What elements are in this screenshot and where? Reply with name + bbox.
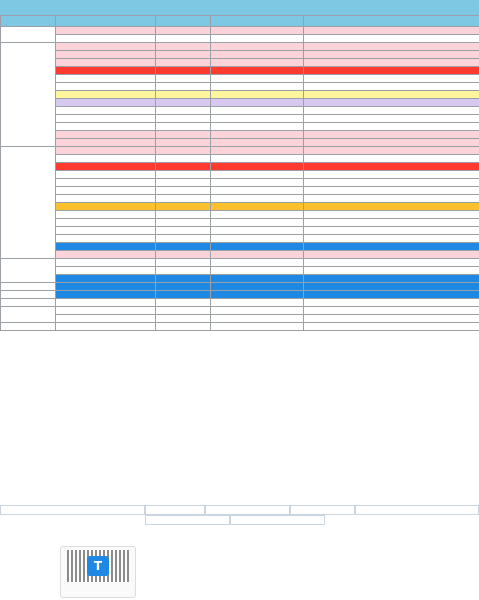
time-cell (211, 43, 304, 51)
time-cell (211, 259, 304, 267)
mode-cell (156, 315, 211, 323)
time-cell (211, 227, 304, 235)
mode-cell (156, 227, 211, 235)
mode-cell (156, 107, 211, 115)
table-row (1, 243, 479, 251)
legend-item-3 (145, 505, 205, 515)
mode-cell (156, 299, 211, 307)
note-cell (304, 299, 479, 307)
table-row (1, 315, 479, 323)
header-row (1, 16, 479, 27)
note-cell (304, 203, 479, 211)
note-cell (304, 315, 479, 323)
frequency-cell (56, 147, 156, 155)
time-cell (211, 91, 304, 99)
table-row (1, 323, 479, 331)
legend-item-7 (145, 515, 230, 525)
mode-cell (156, 219, 211, 227)
header-cell (1, 16, 56, 27)
mode-cell (156, 27, 211, 35)
frequency-table (0, 15, 479, 331)
note-cell (304, 171, 479, 179)
table-row (1, 179, 479, 187)
mode-cell (156, 267, 211, 275)
note-cell (304, 195, 479, 203)
mode-cell (156, 147, 211, 155)
time-cell (211, 187, 304, 195)
table-row (1, 251, 479, 259)
mode-cell (156, 139, 211, 147)
note-cell (304, 99, 479, 107)
time-cell (211, 155, 304, 163)
time-cell (211, 315, 304, 323)
table-row (1, 115, 479, 123)
mode-cell (156, 195, 211, 203)
note-cell (304, 51, 479, 59)
mode-cell (156, 235, 211, 243)
table-row (1, 283, 479, 291)
mode-cell (156, 179, 211, 187)
note-cell (304, 187, 479, 195)
table-row (1, 51, 479, 59)
table-row (1, 291, 479, 299)
frequency-cell (56, 35, 156, 43)
note-cell (304, 275, 479, 283)
table-row (1, 267, 479, 275)
frequency-cell (56, 131, 156, 139)
table-row (1, 27, 479, 35)
frequency-cell (56, 315, 156, 323)
header-cell (56, 16, 156, 27)
mode-cell (156, 155, 211, 163)
mode-cell (156, 131, 211, 139)
frequency-cell (56, 155, 156, 163)
time-cell (211, 323, 304, 331)
time-cell (211, 107, 304, 115)
time-cell (211, 163, 304, 171)
note-cell (304, 107, 479, 115)
table-row (1, 275, 479, 283)
time-cell (211, 299, 304, 307)
note-cell (304, 35, 479, 43)
frequency-cell (56, 291, 156, 299)
frequency-cell (56, 187, 156, 195)
note-cell (304, 307, 479, 315)
note-cell (304, 43, 479, 51)
table-row (1, 59, 479, 67)
mode-cell (156, 67, 211, 75)
band-label (1, 43, 56, 147)
mode-cell (156, 163, 211, 171)
mode-cell (156, 171, 211, 179)
note-cell (304, 179, 479, 187)
band-label (1, 283, 56, 291)
table-row (1, 99, 479, 107)
time-cell (211, 35, 304, 43)
table-row (1, 147, 479, 155)
table-row (1, 155, 479, 163)
time-cell (211, 275, 304, 283)
note-cell (304, 283, 479, 291)
frequency-cell (56, 163, 156, 171)
frequency-cell (56, 267, 156, 275)
time-cell (211, 75, 304, 83)
band-label (1, 307, 56, 323)
note-cell (304, 243, 479, 251)
mode-cell (156, 283, 211, 291)
table-row (1, 195, 479, 203)
time-cell (211, 67, 304, 75)
table-row (1, 219, 479, 227)
tencent-docs-icon: T (87, 556, 109, 576)
frequency-cell (56, 251, 156, 259)
mode-cell (156, 211, 211, 219)
frequency-cell (56, 115, 156, 123)
table-row (1, 83, 479, 91)
time-cell (211, 267, 304, 275)
note-cell (304, 235, 479, 243)
mode-cell (156, 35, 211, 43)
legend-item-1 (0, 505, 145, 515)
page-title (0, 0, 479, 15)
qr-card[interactable] (60, 546, 136, 598)
note-cell (304, 67, 479, 75)
time-cell (211, 123, 304, 131)
time-cell (211, 283, 304, 291)
time-cell (211, 203, 304, 211)
frequency-cell (56, 275, 156, 283)
frequency-cell (56, 211, 156, 219)
legend-item-8 (230, 515, 325, 525)
mode-cell (156, 323, 211, 331)
note-cell (304, 267, 479, 275)
time-cell (211, 171, 304, 179)
note-cell (304, 155, 479, 163)
time-cell (211, 235, 304, 243)
time-cell (211, 195, 304, 203)
table-row (1, 227, 479, 235)
header-cell (211, 16, 304, 27)
frequency-cell (56, 259, 156, 267)
note-cell (304, 91, 479, 99)
time-cell (211, 251, 304, 259)
note-cell (304, 219, 479, 227)
time-cell (211, 99, 304, 107)
legend-item-4 (205, 505, 290, 515)
note-cell (304, 251, 479, 259)
note-cell (304, 115, 479, 123)
frequency-cell (56, 107, 156, 115)
note-cell (304, 323, 479, 331)
mode-cell (156, 83, 211, 91)
mode-cell (156, 99, 211, 107)
note-cell (304, 291, 479, 299)
frequency-cell (56, 91, 156, 99)
table-row (1, 235, 479, 243)
frequency-cell (56, 227, 156, 235)
mode-cell (156, 123, 211, 131)
table-row (1, 299, 479, 307)
band-label (1, 323, 56, 331)
note-cell (304, 75, 479, 83)
frequency-cell (56, 51, 156, 59)
table-row (1, 43, 479, 51)
time-cell (211, 131, 304, 139)
mode-cell (156, 43, 211, 51)
frequency-cell (56, 43, 156, 51)
time-cell (211, 147, 304, 155)
table-row (1, 123, 479, 131)
table-row (1, 171, 479, 179)
frequency-cell (56, 323, 156, 331)
time-cell (211, 59, 304, 67)
table-row (1, 307, 479, 315)
time-cell (211, 115, 304, 123)
band-label (1, 27, 56, 43)
table-row (1, 91, 479, 99)
band-label (1, 299, 56, 307)
frequency-cell (56, 75, 156, 83)
note-cell (304, 27, 479, 35)
time-cell (211, 139, 304, 147)
time-cell (211, 243, 304, 251)
frequency-cell (56, 27, 156, 35)
mode-cell (156, 59, 211, 67)
table-row (1, 187, 479, 195)
frequency-cell (56, 219, 156, 227)
time-cell (211, 291, 304, 299)
mode-cell (156, 259, 211, 267)
frequency-cell (56, 283, 156, 291)
frequency-cell (56, 299, 156, 307)
table-row (1, 131, 479, 139)
table-row (1, 259, 479, 267)
table-row (1, 67, 479, 75)
table-row (1, 211, 479, 219)
frequency-cell (56, 59, 156, 67)
note-cell (304, 211, 479, 219)
table-row (1, 35, 479, 43)
frequency-cell (56, 307, 156, 315)
frequency-cell (56, 235, 156, 243)
frequency-cell (56, 171, 156, 179)
time-cell (211, 211, 304, 219)
time-cell (211, 27, 304, 35)
band-label (1, 147, 56, 259)
note-cell (304, 59, 479, 67)
mode-cell (156, 203, 211, 211)
mode-cell (156, 291, 211, 299)
note-cell (304, 83, 479, 91)
mode-cell (156, 251, 211, 259)
table-row (1, 163, 479, 171)
legend-item-5 (290, 505, 355, 515)
note-cell (304, 147, 479, 155)
frequency-cell (56, 243, 156, 251)
table-row (1, 139, 479, 147)
mode-cell (156, 307, 211, 315)
note-cell (304, 131, 479, 139)
mode-cell (156, 91, 211, 99)
mode-cell (156, 115, 211, 123)
mode-cell (156, 275, 211, 283)
note-cell (304, 123, 479, 131)
time-cell (211, 83, 304, 91)
note-cell (304, 259, 479, 267)
band-label (1, 259, 56, 283)
time-cell (211, 179, 304, 187)
frequency-cell (56, 99, 156, 107)
time-cell (211, 307, 304, 315)
frequency-cell (56, 179, 156, 187)
mode-cell (156, 187, 211, 195)
note-cell (304, 163, 479, 171)
band-label (1, 291, 56, 299)
mode-cell (156, 75, 211, 83)
time-cell (211, 219, 304, 227)
header-cell (156, 16, 211, 27)
note-cell (304, 139, 479, 147)
header-cell (304, 16, 479, 27)
frequency-cell (56, 123, 156, 131)
time-cell (211, 51, 304, 59)
table-row (1, 75, 479, 83)
note-cell (304, 227, 479, 235)
frequency-cell (56, 67, 156, 75)
frequency-cell (56, 195, 156, 203)
frequency-cell (56, 203, 156, 211)
legend-item-6 (355, 505, 479, 515)
frequency-cell (56, 139, 156, 147)
frequency-cell (56, 83, 156, 91)
mode-cell (156, 51, 211, 59)
table-row (1, 203, 479, 211)
table-row (1, 107, 479, 115)
mode-cell (156, 243, 211, 251)
